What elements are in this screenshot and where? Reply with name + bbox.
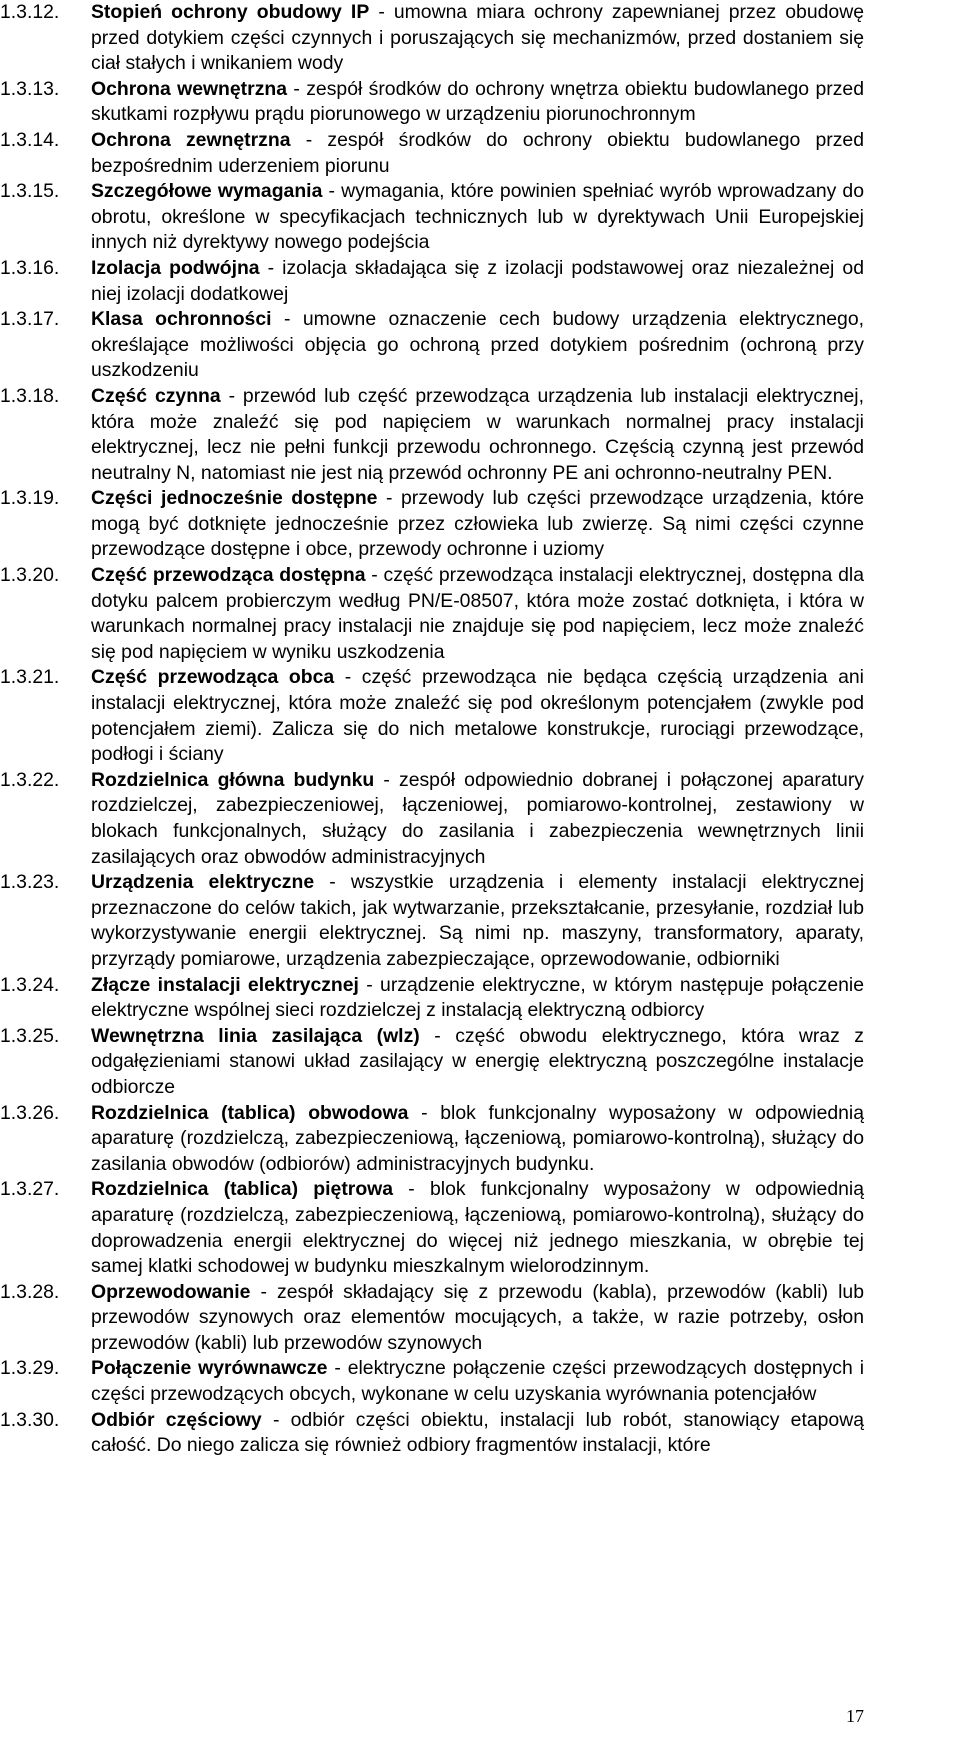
entry-number: 1.3.12. — [0, 1, 60, 23]
entry-text: - blok funkcjonalny wyposażony w odpowiednią aparaturę (rozdzielczą, zabezpieczeniową, łączeniową, pomiarowo-kontrolną), służący do doprowadzenia energii elektrycznej do więcej niż jednego mieszkania, w obrębie tej samej klatki schodowej w budynku mieszkalnym wielorodzinnym. — [91, 1178, 864, 1278]
entry-term: Szczegółowe wymagania — [91, 180, 323, 203]
entry-term: Izolacja podwójna — [91, 256, 260, 279]
page-number: 17 — [846, 1706, 864, 1726]
definition-entry — [0, 77, 960, 128]
entry-number: 1.3.15. — [0, 180, 60, 203]
entry-text: - zespół odpowiednio dobranej i połączonej aparatury rozdzielczej, zabezpieczeniowej, łączeniowej, pomiarowo-kontrolnej, zestawiony w blokach funkcjonalnych, służący do zasilania i zabezpieczenia wewnętrznych linii zasilających oraz obwodów administracyjnych — [91, 768, 864, 868]
entry-number: 1.3.26. — [0, 1101, 60, 1124]
entry-text: - część obwodu elektrycznego, która wraz z odgałęzieniami stanowi układ zasilający w energię elektryczną poszczególne instalacje odbiorcze — [91, 1024, 864, 1098]
entry-term: Ochrona zewnętrzna — [91, 128, 291, 151]
entry-text: - umowne oznaczenie cech budowy urządzenia elektrycznego, określające możliwości objęcia go ochroną przed dotykiem pośrednim (ochroną przy uszkodzeniu — [91, 308, 865, 382]
entry-number: 1.3.27. — [0, 1178, 60, 1201]
definition-entry — [0, 128, 960, 179]
definition-entry — [0, 307, 960, 384]
entry-text: - wszystkie urządzenia i elementy instalacji elektrycznej przeznaczone do celów takich, jak wytwarzanie, przekształcanie, przesyłanie, rozdział lub wykorzystywanie energii elektrycznej. Są nimi np. maszyny, transformatory, aparaty, przyrządy pomiarowe, urządzenia zabezpieczające, oprzewodowanie, odbiorniki — [91, 871, 864, 970]
entry-term: Połączenie wyrównawcze — [91, 1357, 328, 1380]
entry-text: - zespół środków do ochrony wnętrza obiektu budowlanego przed skutkami rozpływu prądu piorunowego w urządzeniu piorunochronnym — [91, 77, 864, 126]
entry-term: Rozdzielnica (tablica) piętrowa — [91, 1178, 394, 1201]
entry-text: - przewody lub części przewodzące urządzenia, które mogą być dotknięte jednocześnie przez człowieka lub zwierzę. Są nimi części czynne przewodzące dostępne i obce, przewody ochronne i uziomy — [91, 487, 865, 561]
entry-number: 1.3.19. — [0, 487, 60, 510]
definition-entry — [0, 256, 960, 307]
entry-term: Klasa ochronności — [91, 308, 272, 331]
entry-number: 1.3.21. — [0, 666, 60, 689]
definition-entry — [0, 973, 960, 1024]
entry-text: - zespół składający się z przewodu (kabla), przewodów (kabli) lub przewodów szynowych oraz elementów mocujących, a także, w razie potrzeby, osłon przewodów (kabli) lub przewodów szynowych — [91, 1280, 864, 1354]
entry-term: Część przewodząca dostępna — [91, 564, 366, 587]
entry-number: 1.3.28. — [0, 1280, 60, 1303]
entry-text: - część przewodząca instalacji elektrycznej, dostępna dla dotyku palcem probierczym według PN/E-08507, która może zostać dotknięta, i która w warunkach normalnej pracy instalacji nie znajduje się pod napięciem, lecz może znaleźć się pod napięciem w wyniku uszkodzenia — [91, 564, 864, 663]
entry-term: Stopień ochrony obudowy IP — [91, 1, 370, 23]
entry-text: - część przewodząca nie będąca częścią urządzenia ani instalacji elektrycznej, która może znaleźć się pod określonym potencjałem (zwykle pod potencjałem ziemi). Zalicza się do nich metalowe konstrukcje, rurociągi przewodzące, podłogi i ściany — [91, 666, 864, 766]
definition-entry — [0, 563, 960, 665]
definition-entry — [0, 1280, 960, 1357]
entry-term: Rozdzielnica główna budynku — [91, 768, 375, 791]
entry-text: - urządzenie elektryczne, w którym następuje połączenie elektryczne wspólnej sieci rozdzielczej z instalacją elektryczną odbiorcy — [91, 973, 864, 1022]
definition-entry — [0, 1024, 960, 1101]
entry-term: Oprzewodowanie — [91, 1280, 251, 1303]
entry-text: - blok funkcjonalny wyposażony w odpowiednią aparaturę (rozdzielczą, zabezpieczeniową, łączeniową, pomiarowo-kontrolną), służący do zasilania obwodów (odbiorów) administracyjnych budynku. — [91, 1101, 865, 1175]
definition-entry — [0, 384, 960, 486]
definition-entry — [0, 665, 960, 767]
entry-number: 1.3.30. — [0, 1408, 60, 1431]
definition-entry — [0, 1356, 960, 1407]
entry-text: - umowna miara ochrony zapewnianej przez obudowę przed dotykiem części czynnych i poruszających się mechanizmów, przed dostaniem się ciał stałych i wnikaniem wody — [91, 1, 864, 75]
entry-number: 1.3.25. — [0, 1024, 60, 1047]
definition-entry — [0, 486, 960, 563]
entry-term: Ochrona wewnętrzna — [91, 77, 288, 100]
entry-number: 1.3.20. — [0, 564, 60, 587]
definition-entry — [0, 179, 960, 256]
entry-term: Złącze instalacji elektrycznej — [91, 973, 359, 996]
entry-number: 1.3.23. — [0, 871, 60, 894]
definition-entry — [0, 1177, 960, 1279]
entry-number: 1.3.29. — [0, 1357, 60, 1380]
entry-term: Część przewodząca obca — [91, 666, 335, 689]
entry-text: - elektryczne połączenie części przewodzących dostępnych i części przewodzących obcych, wykonane w celu uzyskania wyrównania potencjałów — [91, 1357, 865, 1406]
definition-entry — [0, 0, 960, 77]
entry-term: Rozdzielnica (tablica) obwodowa — [91, 1101, 409, 1124]
entry-term: Część czynna — [91, 384, 221, 407]
definition-entry — [0, 1101, 960, 1178]
entry-text: - wymagania, które powinien spełniać wyrób wprowadzany do obrotu, określone w specyfikacjach technicznych lub w dyrektywach Unii Europejskiej innych niż dyrektywy nowego podejścia — [91, 180, 864, 254]
entry-text: - zespół środków do ochrony obiektu budowlanego przed bezpośrednim uderzeniem piorunu — [91, 128, 864, 177]
entry-number: 1.3.13. — [0, 77, 60, 100]
entry-number: 1.3.14. — [0, 128, 60, 151]
entry-text: - odbiór części obiektu, instalacji lub robót, stanowiący etapową całość. Do niego zalicza się również odbiory fragmentów instalacji, które — [91, 1408, 864, 1457]
entry-number: 1.3.24. — [0, 973, 60, 996]
definition-entry — [0, 870, 960, 972]
entry-number: 1.3.18. — [0, 384, 60, 407]
entry-text: - przewód lub część przewodząca urządzenia lub instalacji elektrycznej, która może znaleźć się pod napięciem w warunkach normalnej pracy instalacji elektrycznej, lecz nie pełni funkcji przewodu ochronnego. Częścią czynną jest przewód neutralny N, natomiast nie jest nią przewód ochronny PE ani ochronno-neutralny PEN. — [91, 384, 864, 484]
entry-number: 1.3.22. — [0, 768, 60, 791]
definition-entry — [0, 768, 960, 870]
entry-term: Urządzenia elektryczne — [91, 871, 315, 894]
entry-number: 1.3.17. — [0, 308, 60, 331]
entry-term: Części jednocześnie dostępne — [91, 487, 378, 510]
entry-term: Odbiór częściowy — [91, 1408, 262, 1431]
entry-term: Wewnętrzna linia zasilająca (wlz) — [91, 1024, 420, 1047]
entry-number: 1.3.16. — [0, 256, 60, 279]
entry-text: - izolacja składająca się z izolacji podstawowej oraz niezależnej od niej izolacji dodatkowej — [91, 256, 864, 305]
definition-entry — [0, 1408, 960, 1459]
